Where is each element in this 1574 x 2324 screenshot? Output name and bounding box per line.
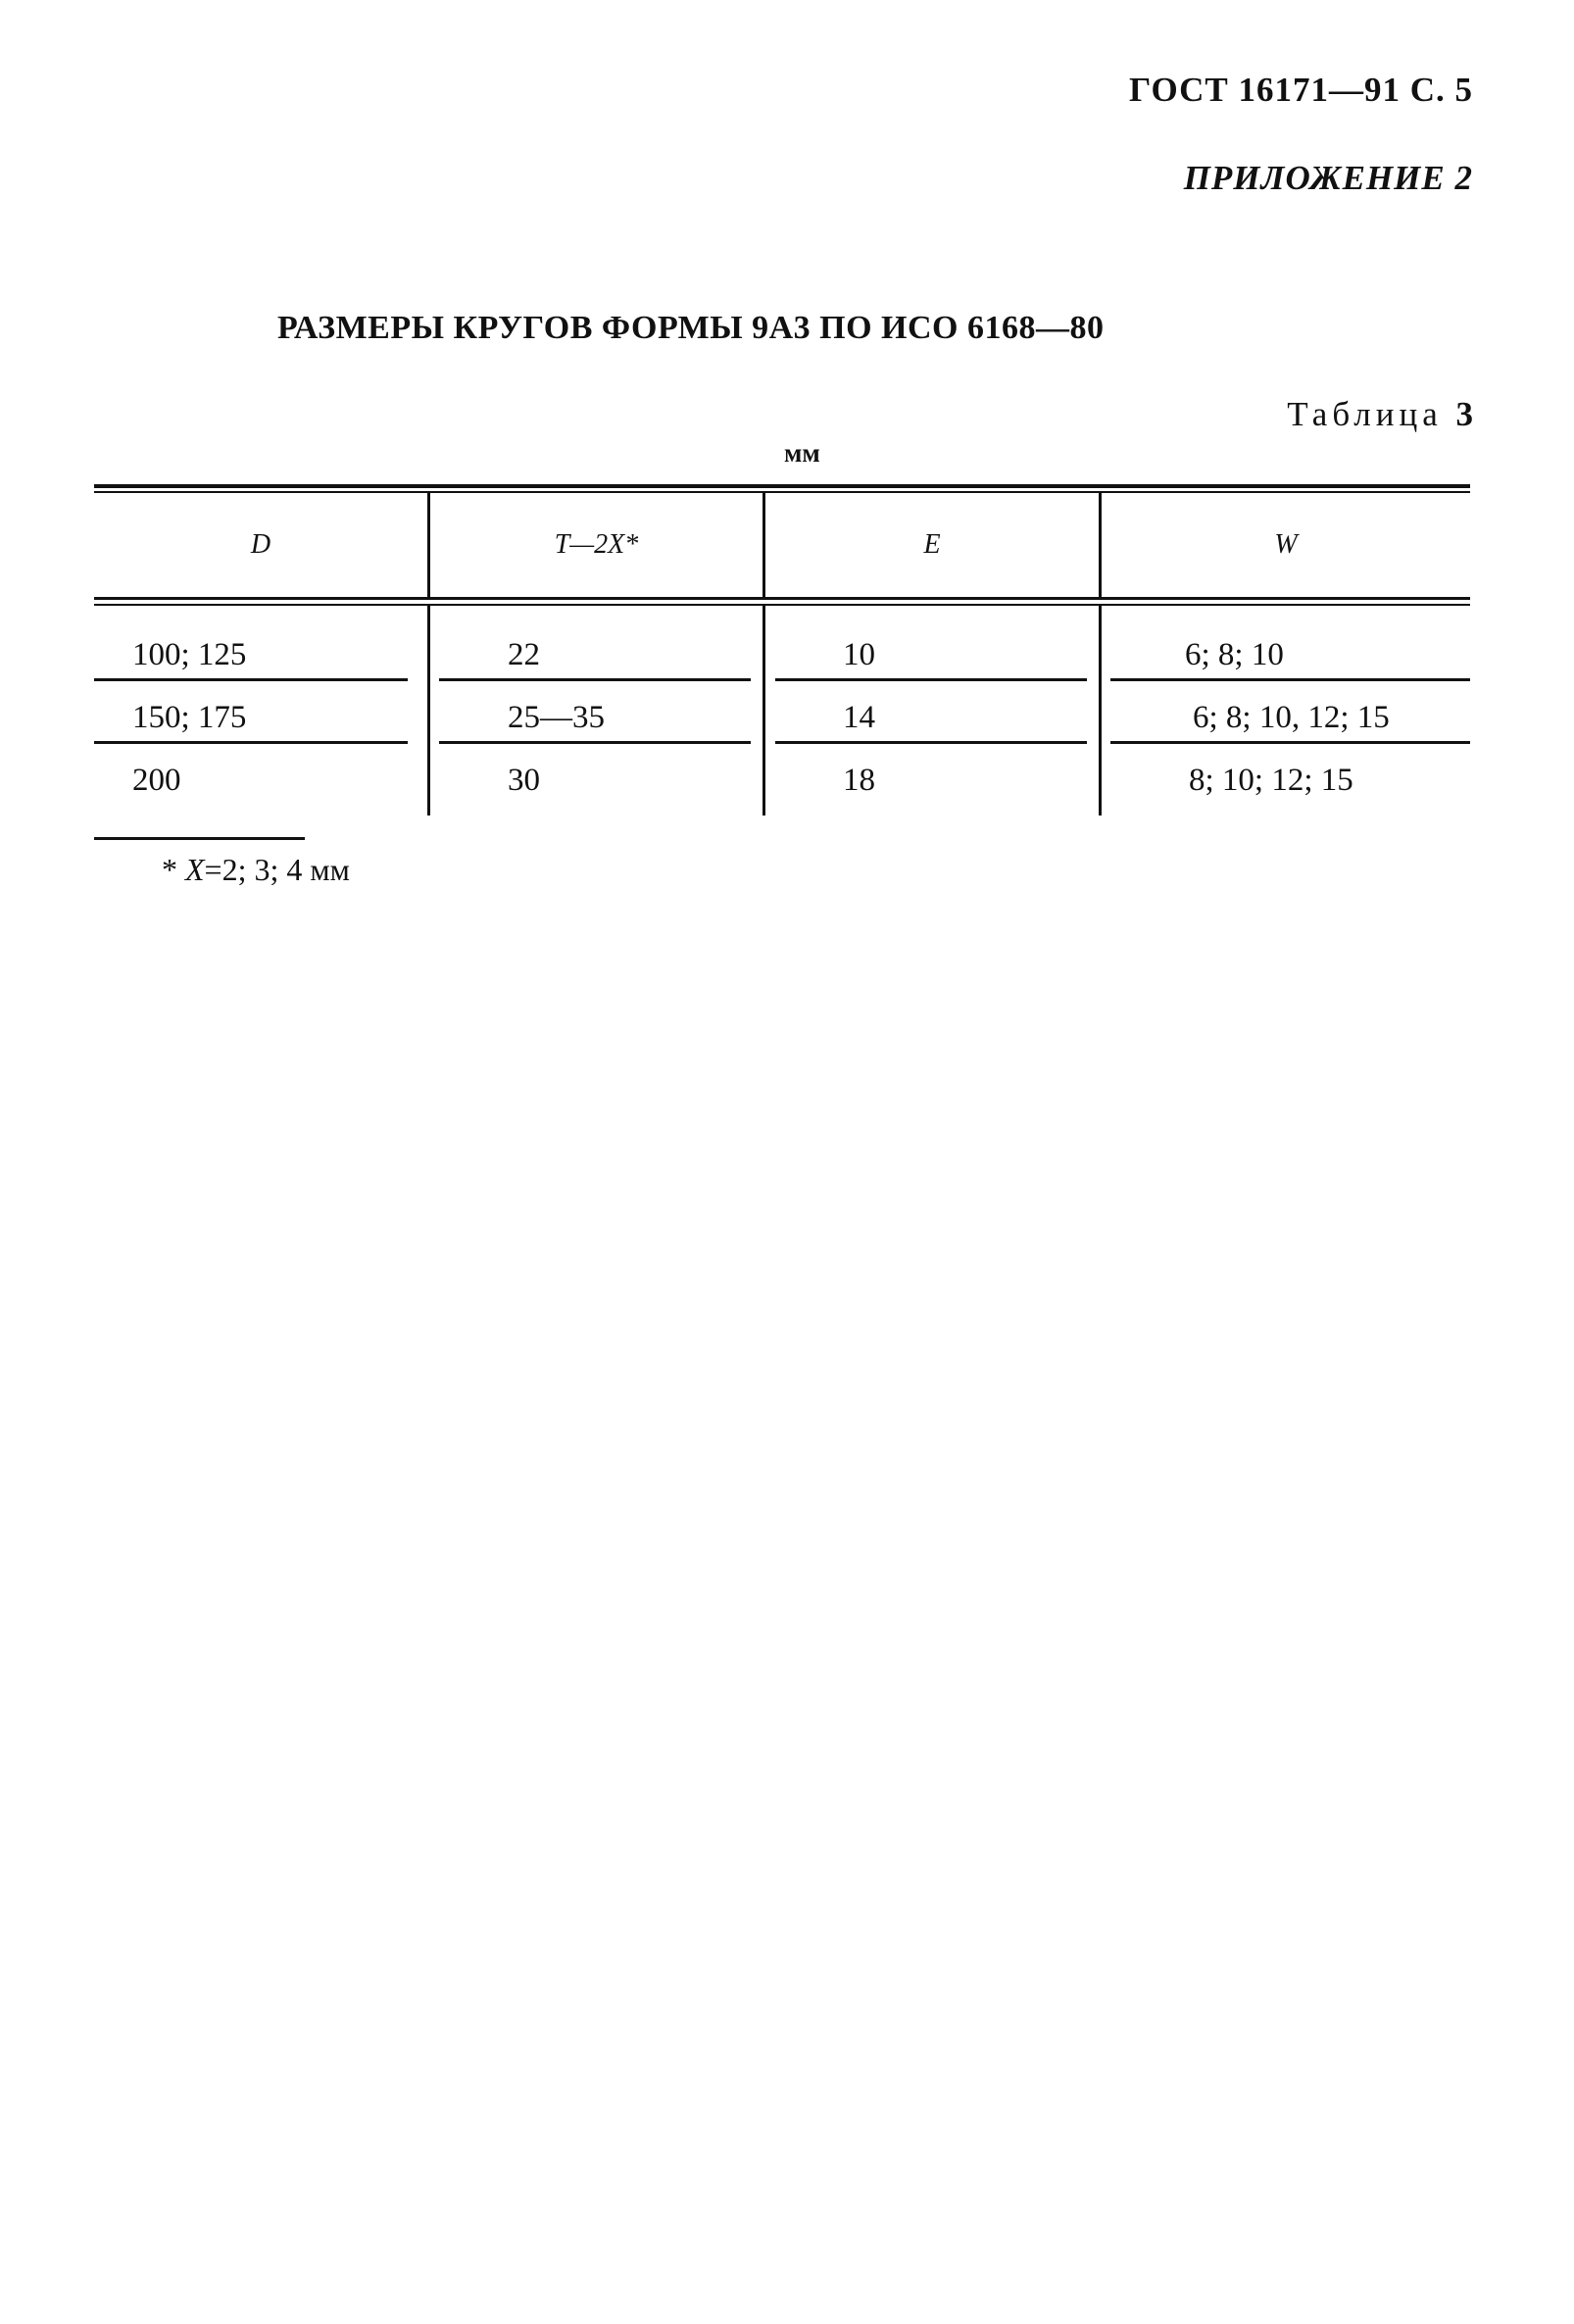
row-divider bbox=[439, 678, 751, 681]
body-separator bbox=[427, 606, 430, 816]
table-cell-t-2x: 22 bbox=[508, 637, 540, 672]
footnote bbox=[162, 852, 350, 888]
footnote-rule bbox=[94, 837, 305, 840]
page-title: РАЗМЕРЫ КРУГОВ ФОРМЫ 9А3 ПО ИСО 6168—80 bbox=[277, 310, 1105, 346]
column-header-e: E bbox=[923, 529, 941, 560]
row-divider bbox=[775, 741, 1087, 744]
row-divider bbox=[1110, 678, 1470, 681]
header-bottom-rule-thin bbox=[94, 604, 1470, 606]
row-divider bbox=[1110, 741, 1470, 744]
table-cell-t-2x: 25—35 bbox=[508, 700, 605, 735]
row-divider bbox=[439, 741, 751, 744]
table-cell-d: 200 bbox=[132, 763, 181, 798]
table-cell-e: 14 bbox=[843, 700, 875, 735]
document-code: ГОСТ 16171—91 С. 5 bbox=[1129, 71, 1473, 109]
table-cell-e: 10 bbox=[843, 637, 875, 672]
footnote-text: =2; 3; 4 мм bbox=[204, 852, 350, 887]
footnote-variable: X bbox=[185, 852, 205, 887]
table-label bbox=[1287, 395, 1473, 434]
table-cell-e: 18 bbox=[843, 763, 875, 798]
table-cell-d: 100; 125 bbox=[132, 637, 247, 672]
row-divider bbox=[775, 678, 1087, 681]
table-label-word: Таблица bbox=[1287, 395, 1443, 433]
row-divider bbox=[94, 741, 408, 744]
body-separator bbox=[762, 606, 765, 816]
table-cell-w: 8; 10; 12; 15 bbox=[1189, 763, 1353, 798]
appendix-label: ПРИЛОЖЕНИЕ 2 bbox=[1183, 159, 1473, 197]
units-label: мм bbox=[784, 438, 820, 468]
table-cell-t-2x: 30 bbox=[508, 763, 540, 798]
row-divider bbox=[94, 678, 408, 681]
table-cell-w: 6; 8; 10, 12; 15 bbox=[1193, 700, 1390, 735]
table-top-rule-thin bbox=[94, 491, 1470, 493]
column-header-d: D bbox=[250, 529, 271, 560]
table-label-number: 3 bbox=[1455, 395, 1473, 433]
header-bottom-rule bbox=[94, 597, 1470, 600]
footnote-mark: * bbox=[162, 852, 177, 887]
table-top-rule bbox=[94, 484, 1470, 488]
body-separator bbox=[1099, 606, 1102, 816]
column-header-w: W bbox=[1274, 529, 1298, 560]
column-header-t-2x: T—2X* bbox=[554, 529, 639, 560]
table-cell-d: 150; 175 bbox=[132, 700, 247, 735]
table-cell-w: 6; 8; 10 bbox=[1185, 637, 1284, 672]
